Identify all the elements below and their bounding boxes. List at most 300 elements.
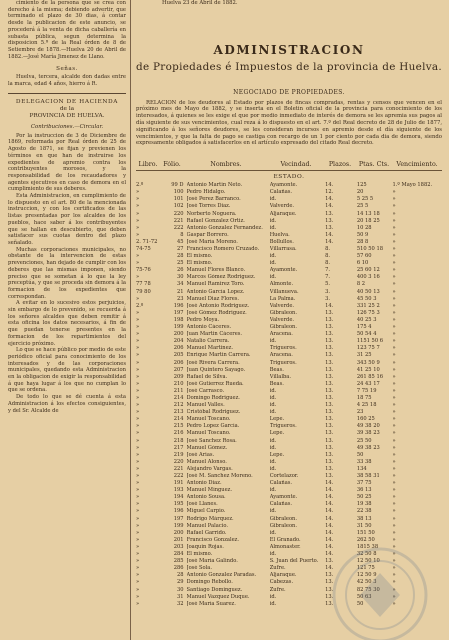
cell-libro: » — [136, 366, 140, 373]
cell-libro: » — [136, 380, 140, 387]
cell-libro: » — [136, 430, 140, 437]
cell-importe: 38 58 31 — [356, 473, 380, 480]
cell-vecindad: Calañas. — [269, 501, 293, 508]
cell-plazo: 13. — [325, 579, 334, 586]
cell-importe: 160 25 — [356, 416, 375, 423]
cell-folio: 285 — [173, 558, 184, 565]
cell-vencimiento: » — [392, 409, 396, 416]
cell-plazo: 13. — [325, 309, 334, 316]
cell-plazo: 14. — [325, 515, 334, 522]
cell-nombre: El mismo. — [186, 253, 213, 260]
table-row — [136, 267, 442, 274]
table-row — [136, 367, 442, 374]
cell-plazo: 13. — [325, 210, 334, 217]
cell-folio: 222 — [173, 224, 184, 231]
column-header-plazos: Plazos. — [328, 161, 352, 169]
cell-plazo: 14. — [325, 522, 334, 529]
cell-nombre: José María Moreno. — [186, 238, 238, 245]
cell-folio: 215 — [173, 423, 184, 430]
cell-importe: 14 13 18 — [356, 210, 380, 217]
cell-vencimiento: » — [392, 480, 396, 487]
cell-vencimiento: » — [392, 572, 396, 579]
cell-vencimiento: » — [392, 529, 396, 536]
column-header-pesetas: Ptas. Cts. — [358, 161, 390, 169]
cell-nombre: Rafael Garrido. — [186, 529, 227, 536]
cell-libro: » — [136, 402, 140, 409]
cell-nombre: Antonio García Lopez. — [186, 288, 245, 295]
cell-folio: 211 — [173, 387, 184, 394]
cell-folio: 25 — [176, 260, 184, 267]
cell-folio: 26 — [176, 267, 184, 274]
date-line: Huelva 23 de Abril de 1882. — [162, 0, 238, 6]
cell-plazo: 13. — [325, 458, 334, 465]
cell-vencimiento: » — [392, 402, 396, 409]
table-row — [136, 381, 442, 388]
cell-importe: 5 25 5 — [356, 196, 374, 203]
cell-libro: » — [136, 451, 140, 458]
cell-libro: » — [136, 224, 140, 231]
cell-importe: 50 54 4 — [356, 331, 377, 338]
table-row — [136, 537, 442, 544]
cell-importe: 38 13 — [356, 515, 372, 522]
table-row — [136, 317, 442, 324]
cell-vencimiento: » — [392, 366, 396, 373]
cell-importe: 42 50 3 — [356, 579, 377, 586]
divider — [8, 93, 126, 94]
cell-importe: 45 50 3 — [356, 295, 377, 302]
cell-libro: » — [136, 600, 140, 607]
cell-importe: 23 — [356, 409, 364, 416]
cell-vencimiento: » — [392, 473, 396, 480]
cell-plazo: 13. — [325, 465, 334, 472]
cell-folio: 31 — [176, 593, 184, 600]
table-row — [136, 438, 442, 445]
cell-vecindad: Zufre. — [269, 586, 286, 593]
cell-vecindad: Aljaraque. — [269, 210, 297, 217]
cell-vecindad: Cortelazor. — [269, 473, 299, 480]
cell-libro: » — [136, 572, 140, 579]
cell-libro: » — [136, 316, 140, 323]
cell-plazo: 13. — [325, 387, 334, 394]
cell-nombre: Antonio Sousa. — [186, 494, 226, 501]
cell-nombre: José Llanes. — [186, 501, 218, 508]
cell-libro: » — [136, 345, 140, 352]
cell-importe: 50 63 — [356, 593, 372, 600]
cell-nombre: Manuel Vazquez Duque. — [186, 593, 250, 600]
cell-vencimiento: » — [392, 558, 396, 565]
cell-vecindad: Aljaraque. — [269, 572, 297, 579]
cell-libro: » — [136, 210, 140, 217]
cell-plazo: 13. — [325, 352, 334, 359]
cell-folio: 30 — [176, 274, 184, 281]
cell-importe: 20 18 25 — [356, 217, 380, 224]
cell-libro: » — [136, 543, 140, 550]
cell-libro: » — [136, 565, 140, 572]
cell-vecindad: Valverde. — [269, 302, 295, 309]
cell-importe: 125 — [356, 182, 367, 189]
cell-folio: 23 — [176, 295, 184, 302]
cell-nombre: José Arias. — [186, 451, 215, 458]
cell-vecindad: id. — [269, 338, 277, 345]
cell-libro: » — [136, 352, 140, 359]
cell-plazo: 5. — [325, 281, 331, 288]
cell-folio: 201 — [173, 536, 184, 543]
table-row — [136, 402, 442, 409]
cell-vencimiento: » — [392, 586, 396, 593]
cell-plazo: 13. — [325, 423, 334, 430]
cell-nombre: José Torres Diaz. — [186, 203, 231, 210]
cell-folio: 284 — [173, 551, 184, 558]
paragraph: A evitar en lo sucesivo estos perjuicios, sin embargo de lo prevenido, se recuerda á los señores alcaldes que deben remitir á esta oficina los datos necesarios, á fin de que puedan tenerse presentes en la formacion de los repartimientos del ejercicio próximo. — [8, 300, 126, 347]
cell-nombre: Alejandro Vargas. — [186, 465, 233, 472]
cell-plazo: 13. — [325, 586, 334, 593]
cell-libro: » — [136, 324, 140, 331]
cell-libro: » — [136, 529, 140, 536]
cell-vencimiento: » — [392, 565, 396, 572]
cell-nombre: José Antonio Rodriguez. — [186, 302, 250, 309]
cell-importe: 6 10 — [356, 260, 369, 267]
cell-folio: 198 — [173, 316, 184, 323]
cell-vencimiento: » — [392, 451, 396, 458]
cell-importe: 31 50 — [356, 522, 372, 529]
cell-plazo: 13. — [325, 409, 334, 416]
table-row — [136, 352, 442, 359]
cell-importe: 331 25 2 — [356, 302, 380, 309]
cell-libro: » — [136, 458, 140, 465]
cell-folio: 28 — [176, 253, 184, 260]
cell-importe: 50 25 — [356, 494, 372, 501]
table-row — [136, 572, 442, 579]
cell-importe: 8 2 — [356, 281, 366, 288]
cell-vecindad: Gibraleon. — [269, 324, 297, 331]
cell-vecindad: Cabezas. — [269, 579, 294, 586]
cell-plazo: 13. — [325, 217, 334, 224]
cell-plazo: 14. — [325, 508, 334, 515]
cell-nombre: Manuel Toscano. — [186, 430, 231, 437]
cell-plazo: 7. — [325, 267, 331, 274]
cell-libro: » — [136, 387, 140, 394]
cell-vecindad: id. — [269, 394, 277, 401]
intro-paragraph: RELACION de los deudores al Estado por plazos de fincas compradas, rentas y censos que vencen en el próximo mes de Mayo de 1882, y se inserta en el Boletin oficial de la provincia para conocimiento de los interesados, á quienes se les exige el que por medio inmediato de interés de demora se les apremia sus pagos al día siguiente de sus vencimientos, cual reza á lo dispuesto en el art. 7.º del Real decreto de 28 de Julio de 1877, significando á los señores deudores, se les consideran incursos en apremio desde el día siguiente de los vencimientos, y que la falta de pago se castiga con recargo de un 1 por ciento por cada dia de demora, siendo expresamente obligados á satisfacerlos en el artículo expresado del citado Real decreto. — [136, 99, 442, 147]
cell-vecindad: id. — [269, 387, 277, 394]
cell-vencimiento: » — [392, 288, 396, 295]
cell-vecindad: id. — [269, 458, 277, 465]
cell-plazo: 13. — [325, 366, 334, 373]
cell-vencimiento: » — [392, 593, 396, 600]
cell-folio: 220 — [173, 458, 184, 465]
cell-folio: 196 — [173, 508, 184, 515]
table-row — [136, 232, 442, 239]
table-row — [136, 196, 442, 203]
table-row — [136, 338, 442, 345]
cell-folio: 102 — [173, 203, 184, 210]
cell-vecindad: Beas. — [269, 380, 284, 387]
cell-libro: 75-76 — [136, 267, 151, 274]
cell-nombre: Pedro Lopez García. — [186, 423, 240, 430]
cell-libro: 2.º — [136, 182, 144, 189]
cell-vecindad: id. — [269, 402, 277, 409]
table-row — [136, 445, 442, 452]
cell-importe: 32 50 8 — [356, 551, 377, 558]
cell-nombre: Rafael de Silva. — [186, 373, 228, 380]
cell-folio: 99 D — [171, 182, 184, 189]
cell-folio: 206 — [173, 345, 184, 352]
table-row — [136, 558, 442, 565]
cell-plazo: 14. — [325, 529, 334, 536]
cell-vencimiento: » — [392, 430, 396, 437]
cell-libro: » — [136, 416, 140, 423]
cell-nombre: Manuel Diaz Flores. — [186, 295, 240, 302]
table-row — [136, 409, 442, 416]
cell-vencimiento: » — [392, 316, 396, 323]
cell-folio: 212 — [173, 402, 184, 409]
cell-plazo: 14. — [325, 302, 334, 309]
cell-nombre: Enrique Martin Carrera. — [186, 352, 251, 359]
table-row — [136, 494, 442, 501]
cell-nombre: Rodrigo Márquez. — [186, 515, 234, 522]
cell-vecindad: Aracena. — [269, 352, 293, 359]
cell-libro: » — [136, 409, 140, 416]
cell-vencimiento: 1.º Mayo 1882. — [392, 182, 433, 189]
table-row — [136, 430, 442, 437]
cell-vencimiento: » — [392, 380, 396, 387]
cell-vencimiento: » — [392, 309, 396, 316]
table-row — [136, 594, 442, 601]
left-column — [8, 0, 126, 640]
cell-vencimiento: » — [392, 465, 396, 472]
cell-vecindad: Bollullos. — [269, 238, 294, 245]
cell-nombre: José María Suarez. — [186, 600, 236, 607]
cell-vencimiento: » — [392, 338, 396, 345]
cell-plazo: 13. — [325, 324, 334, 331]
cell-folio: 205 — [173, 352, 184, 359]
cell-importe: 510 50 18 — [356, 246, 384, 253]
cell-importe: 28 8 — [356, 238, 369, 245]
table-row — [136, 395, 442, 402]
table-row — [136, 374, 442, 381]
cell-vencimiento: » — [392, 416, 396, 423]
cell-vecindad: Trigueros. — [269, 345, 297, 352]
cell-libro: » — [136, 494, 140, 501]
cell-plazo: 13. — [325, 224, 334, 231]
cell-folio: 217 — [173, 444, 184, 451]
cell-importe: 50 — [356, 451, 364, 458]
table-row — [136, 523, 442, 530]
cell-nombre: Antonio Gonzalez Fernandez. — [186, 224, 263, 231]
column-header-nombres: Nombres. — [210, 161, 242, 169]
table-row — [136, 246, 442, 253]
cell-vecindad: Villalba. — [269, 373, 291, 380]
table-row — [136, 289, 442, 296]
table-row — [136, 182, 442, 189]
cell-nombre: Santiago Dominguez. — [186, 586, 243, 593]
cell-nombre: Rafael Gonzalez Ortiz. — [186, 217, 245, 224]
cell-plazo: 8. — [325, 246, 331, 253]
cell-libro: 79 80 — [136, 288, 151, 295]
cell-libro: » — [136, 586, 140, 593]
cell-vencimiento: » — [392, 253, 396, 260]
cell-folio: 27 — [176, 246, 184, 253]
table-row — [136, 565, 442, 572]
cell-folio: 207 — [173, 366, 184, 373]
cell-vencimiento: » — [392, 295, 396, 302]
circular-heading: Contribuciones.—Circular. — [30, 123, 104, 130]
table-row — [136, 239, 442, 246]
cell-importe: 175 4 — [356, 324, 372, 331]
cell-plazo: 13. — [325, 600, 334, 607]
cell-libro: » — [136, 558, 140, 565]
cell-folio: 28 — [176, 572, 184, 579]
cell-vecindad: id. — [269, 253, 277, 260]
cell-vencimiento: » — [392, 345, 396, 352]
table-row — [136, 587, 442, 594]
cell-libro: » — [136, 338, 140, 345]
cell-folio: 21 — [176, 288, 184, 295]
cell-vecindad: Trigueros. — [269, 359, 297, 366]
table-row — [136, 303, 442, 310]
cell-libro: » — [136, 196, 140, 203]
table-row — [136, 324, 442, 331]
cell-importe: 12 50 9 — [356, 572, 377, 579]
cell-folio: 199 — [173, 522, 184, 529]
cell-nombre: Juan Martin Cáceres. — [186, 331, 243, 338]
cell-folio: 195 — [173, 501, 184, 508]
cell-vecindad: id. — [269, 465, 277, 472]
cell-nombre: Manuel Mínguez. — [186, 487, 233, 494]
cell-nombre: Pedro Moya. — [186, 316, 220, 323]
cell-libro: » — [136, 309, 140, 316]
cell-libro: 77 78 — [136, 281, 151, 288]
cell-libro: » — [136, 487, 140, 494]
cell-folio: 45 — [176, 238, 184, 245]
cell-vencimiento: » — [392, 508, 396, 515]
cell-importe: 151 50 — [356, 529, 375, 536]
cell-importe: 57 60 — [356, 253, 372, 260]
cell-plazo: 13. — [325, 316, 334, 323]
cell-vecindad: Huelva. — [269, 231, 290, 238]
debtor-table — [136, 182, 442, 608]
section-heading: DELEGACION DE HACIENDA — [15, 98, 119, 105]
paragraph: Por la instruccion de 3 de Diciembre de 1869, reformada por Real órden de 25 de Agosto de 1871, se fijan y previenen los términos en que han de instruirse los expedientes de apremio contra los contribuyentes morosos, y la responsabilidad de los recaudadores y agentes ejecutivos en caso de demora en el cumplimiento de sus deberes. — [8, 132, 126, 193]
table-row — [136, 530, 442, 537]
cell-nombre: Antonio Martin Neto. — [186, 182, 243, 189]
cell-folio: 197 — [173, 309, 184, 316]
table-row — [136, 501, 442, 508]
paragraph: Esta Administracion, en cumplimiento de lo dispuesto en el art. 80 de la mencionada instruccion, y con los certificados de las listas presentadas por los alcaldes de los pueblos, hace saber á los contribuyentes que se hallan en descubierto, que deben satisfacer sus cuotas dentro del plazo señalado. — [8, 193, 126, 246]
cell-libro: » — [136, 444, 140, 451]
cell-importe: 31 25 — [356, 352, 372, 359]
cell-vecindad: La Palma. — [269, 295, 296, 302]
cell-plazo: 13. — [325, 593, 334, 600]
cell-importe: 24 43 17 — [356, 380, 380, 387]
cell-vecindad: id. — [269, 409, 277, 416]
cell-folio: 218 — [173, 437, 184, 444]
cell-vecindad: id. — [269, 444, 277, 451]
cell-vecindad: id. — [269, 437, 277, 444]
cell-vencimiento: » — [392, 543, 396, 550]
cell-libro: » — [136, 394, 140, 401]
cell-vencimiento: » — [392, 501, 396, 508]
cell-nombre: Manuel Martinez. — [186, 345, 233, 352]
cell-importe: 50 9 — [356, 231, 369, 238]
cell-importe: 50 — [356, 600, 364, 607]
cell-libro: » — [136, 359, 140, 366]
cell-folio: 199 — [173, 324, 184, 331]
cell-libro: » — [136, 593, 140, 600]
cell-nombre: El mismo. — [186, 260, 213, 267]
cell-folio: 32 — [176, 600, 184, 607]
cell-plazo: 13. — [325, 558, 334, 565]
cell-folio: 193 — [173, 487, 184, 494]
cell-vecindad: Lepe. — [269, 451, 285, 458]
cell-plazo: 14. — [325, 480, 334, 487]
cell-vecindad: Almonte. — [269, 281, 294, 288]
cell-importe: 126 75 3 — [356, 309, 380, 316]
cell-plazo: 13. — [325, 430, 334, 437]
cell-importe: 82 75 30 — [356, 586, 380, 593]
table-row — [136, 225, 442, 232]
cell-vencimiento: » — [392, 302, 396, 309]
cell-nombre: Natalio Carrera. — [186, 338, 230, 345]
cell-nombre: Francisco Gonzalez. — [186, 536, 240, 543]
cell-importe: 49 38 20 — [356, 423, 380, 430]
cell-nombre: Antonio Gonzalez Paradas. — [186, 572, 257, 579]
cell-plazo: 12. — [325, 189, 334, 196]
cell-nombre: José Gómez Rodriguez. — [186, 309, 247, 316]
cell-vencimiento: » — [392, 352, 396, 359]
cell-vecindad: Calañas. — [269, 480, 293, 487]
table-row — [136, 253, 442, 260]
cell-folio: 200 — [173, 529, 184, 536]
cell-vencimiento: » — [392, 551, 396, 558]
cell-vencimiento: » — [392, 238, 396, 245]
cell-vecindad: Ayamonte. — [269, 182, 298, 189]
cell-vecindad: Gibraleon. — [269, 309, 297, 316]
cell-vencimiento: » — [392, 217, 396, 224]
cell-libro: » — [136, 437, 140, 444]
section-title: NEGOCIADO DE PROPIEDADES. — [233, 88, 345, 96]
cell-nombre: José Sanchez Rosa. — [186, 437, 237, 444]
cell-plazo: 14. — [325, 231, 334, 238]
cell-nombre: Manuel Flores Blanco. — [186, 267, 246, 274]
cell-plazo: 8. — [325, 260, 331, 267]
cell-vecindad: Beas. — [269, 366, 284, 373]
cell-libro: » — [136, 522, 140, 529]
cell-importe: 36 13 — [356, 487, 372, 494]
cell-folio: 210 — [173, 380, 184, 387]
signature: Señas. — [56, 66, 78, 73]
cell-plazo: 3. — [325, 288, 331, 295]
table-row — [136, 601, 442, 608]
cell-importe: 25 50 — [356, 437, 372, 444]
cell-plazo: 14. — [325, 536, 334, 543]
table-row — [136, 189, 442, 196]
cell-libro: 2. 71-72 — [136, 238, 158, 245]
cell-vencimiento: » — [392, 536, 396, 543]
cell-plazo: 8. — [325, 253, 331, 260]
column-header-libro: Libro. — [138, 161, 158, 169]
cell-nombre: Manuel Valles. — [186, 402, 225, 409]
cell-folio: 203 — [173, 543, 184, 550]
cell-importe: 39 38 23 — [356, 430, 380, 437]
cell-folio: 204 — [173, 338, 184, 345]
cell-vencimiento: » — [392, 224, 396, 231]
cell-importe: 40 25 3 — [356, 316, 377, 323]
cell-importe: 22 38 — [356, 508, 372, 515]
cell-vencimiento: » — [392, 387, 396, 394]
cell-plazo: 13. — [325, 473, 334, 480]
cell-vecindad: Zufre. — [269, 565, 286, 572]
